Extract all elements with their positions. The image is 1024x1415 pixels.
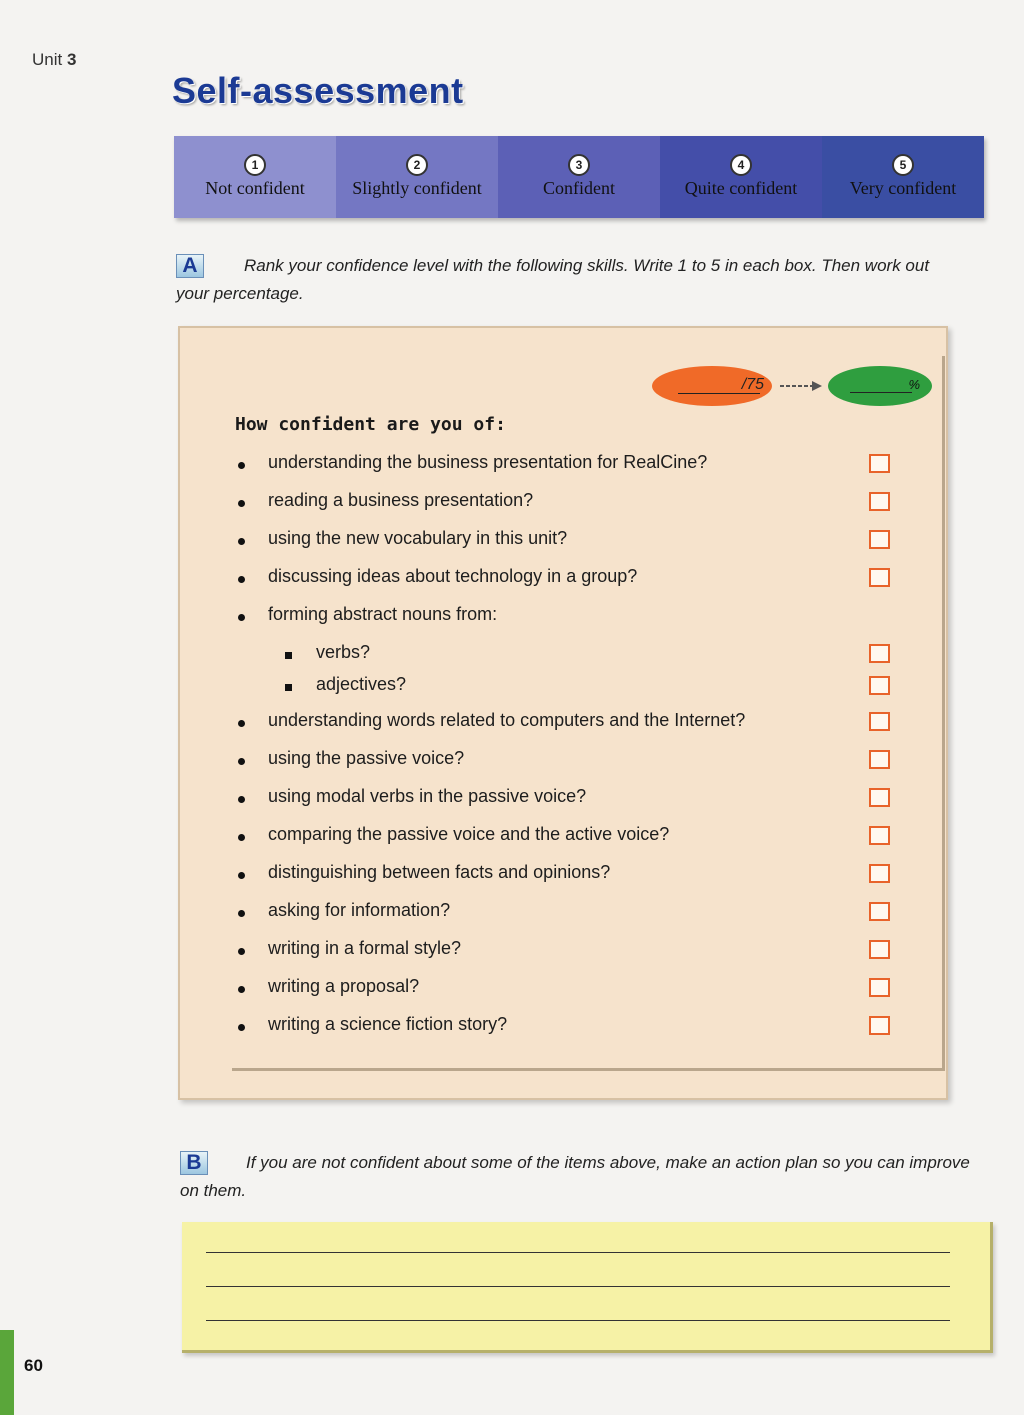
- confidence-checkbox[interactable]: [869, 568, 890, 587]
- skill-item: using modal verbs in the passive voice?: [268, 786, 587, 806]
- confidence-checkbox[interactable]: [869, 940, 890, 959]
- sub-skill-item: adjectives?: [316, 674, 407, 694]
- confidence-checkbox[interactable]: [869, 788, 890, 807]
- scale-number-3: 3: [568, 154, 590, 176]
- scale-label-3: Confident: [543, 178, 615, 198]
- section-a-badge: A: [176, 254, 204, 278]
- scale-item-2: [336, 136, 498, 218]
- bullet-icon: [238, 872, 245, 879]
- bullet-icon: [238, 462, 245, 469]
- unit-word: Unit: [32, 50, 63, 69]
- unit-label: [32, 50, 76, 70]
- question-heading: How confident are you of:: [235, 414, 506, 435]
- bullet-icon: [238, 758, 245, 765]
- action-plan-line-2[interactable]: [206, 1286, 950, 1287]
- confidence-checkbox[interactable]: [869, 454, 890, 473]
- skill-item: comparing the passive voice and the active voice?: [268, 824, 670, 844]
- page-number: 60: [24, 1356, 43, 1375]
- bullet-icon: [238, 986, 245, 993]
- bullet-icon: [238, 834, 245, 841]
- confidence-checkbox[interactable]: [869, 644, 890, 663]
- scale-number-1: 1: [244, 154, 266, 176]
- scale-item-5: [822, 136, 984, 218]
- action-plan-box: [182, 1222, 993, 1353]
- square-bullet-icon: [285, 652, 292, 659]
- sub-skill-item: verbs?: [316, 642, 371, 662]
- scale-number-4: 4: [730, 154, 752, 176]
- bullet-icon: [238, 576, 245, 583]
- skill-item: reading a business presentation?: [268, 490, 534, 510]
- skill-item: forming abstract nouns from:: [268, 604, 498, 624]
- skill-item: using the passive voice?: [268, 748, 465, 768]
- confidence-checkbox[interactable]: [869, 750, 890, 769]
- score-percent-oval[interactable]: [828, 366, 932, 406]
- skill-item: understanding the business presentation for RealCine?: [268, 452, 708, 472]
- page-edge-tab: [0, 1330, 14, 1415]
- confidence-checkbox[interactable]: [869, 530, 890, 549]
- confidence-checkbox[interactable]: [869, 492, 890, 511]
- confidence-scale: [174, 136, 984, 218]
- scale-label-4: Quite confident: [684, 178, 798, 198]
- bullet-icon: [238, 538, 245, 545]
- square-bullet-icon: [285, 684, 292, 691]
- skill-item: distinguishing between facts and opinions?: [268, 862, 611, 882]
- percent-sign: %: [908, 377, 920, 392]
- skill-item: writing a science fiction story?: [268, 1014, 508, 1034]
- scale-label-5: Very confident: [849, 178, 957, 198]
- scale-label-2: Slightly confident: [352, 178, 482, 198]
- score-area: [652, 366, 932, 408]
- percent-blank: [850, 392, 912, 393]
- bullet-icon: [238, 948, 245, 955]
- skill-item: writing a proposal?: [268, 976, 420, 996]
- bullet-icon: [238, 796, 245, 803]
- scale-item-3: [498, 136, 660, 218]
- skill-item: using the new vocabulary in this unit?: [268, 528, 568, 548]
- confidence-checkbox[interactable]: [869, 712, 890, 731]
- scale-number-2: 2: [406, 154, 428, 176]
- confidence-checkbox[interactable]: [869, 826, 890, 845]
- page-title: Self-assessment: [172, 70, 464, 111]
- bullet-icon: [238, 720, 245, 727]
- unit-number: 3: [66, 50, 77, 69]
- action-plan-line-3[interactable]: [206, 1320, 950, 1321]
- skill-item: discussing ideas about technology in a group?: [268, 566, 638, 586]
- arrow-right-icon: [778, 378, 824, 394]
- action-plan-line-1[interactable]: [206, 1252, 950, 1253]
- skill-item: asking for information?: [268, 900, 451, 920]
- section-b-badge: B: [180, 1151, 208, 1175]
- confidence-checkbox[interactable]: [869, 864, 890, 883]
- bullet-icon: [238, 1024, 245, 1031]
- confidence-checkbox[interactable]: [869, 902, 890, 921]
- section-a-instruction: Rank your confidence level with the following skills. Write 1 to 5 in each box. Then work out your percentage.: [176, 256, 930, 303]
- scale-number-5: 5: [892, 154, 914, 176]
- scale-item-1: [174, 136, 336, 218]
- scale-item-4: [660, 136, 822, 218]
- score-total-oval[interactable]: [652, 366, 772, 406]
- scale-label-1: Not confident: [205, 178, 305, 198]
- skill-item: understanding words related to computers and the Internet?: [268, 710, 746, 730]
- bullet-icon: [238, 910, 245, 917]
- skill-item: writing in a formal style?: [268, 938, 462, 958]
- bullet-icon: [238, 500, 245, 507]
- bullet-icon: [238, 614, 245, 621]
- confidence-checkbox[interactable]: [869, 676, 890, 695]
- confidence-checkbox[interactable]: [869, 978, 890, 997]
- confidence-checkbox[interactable]: [869, 1016, 890, 1035]
- section-b-instruction: If you are not confident about some of the items above, make an action plan so you can improve on them.: [180, 1153, 970, 1200]
- score-total: /75: [741, 376, 764, 393]
